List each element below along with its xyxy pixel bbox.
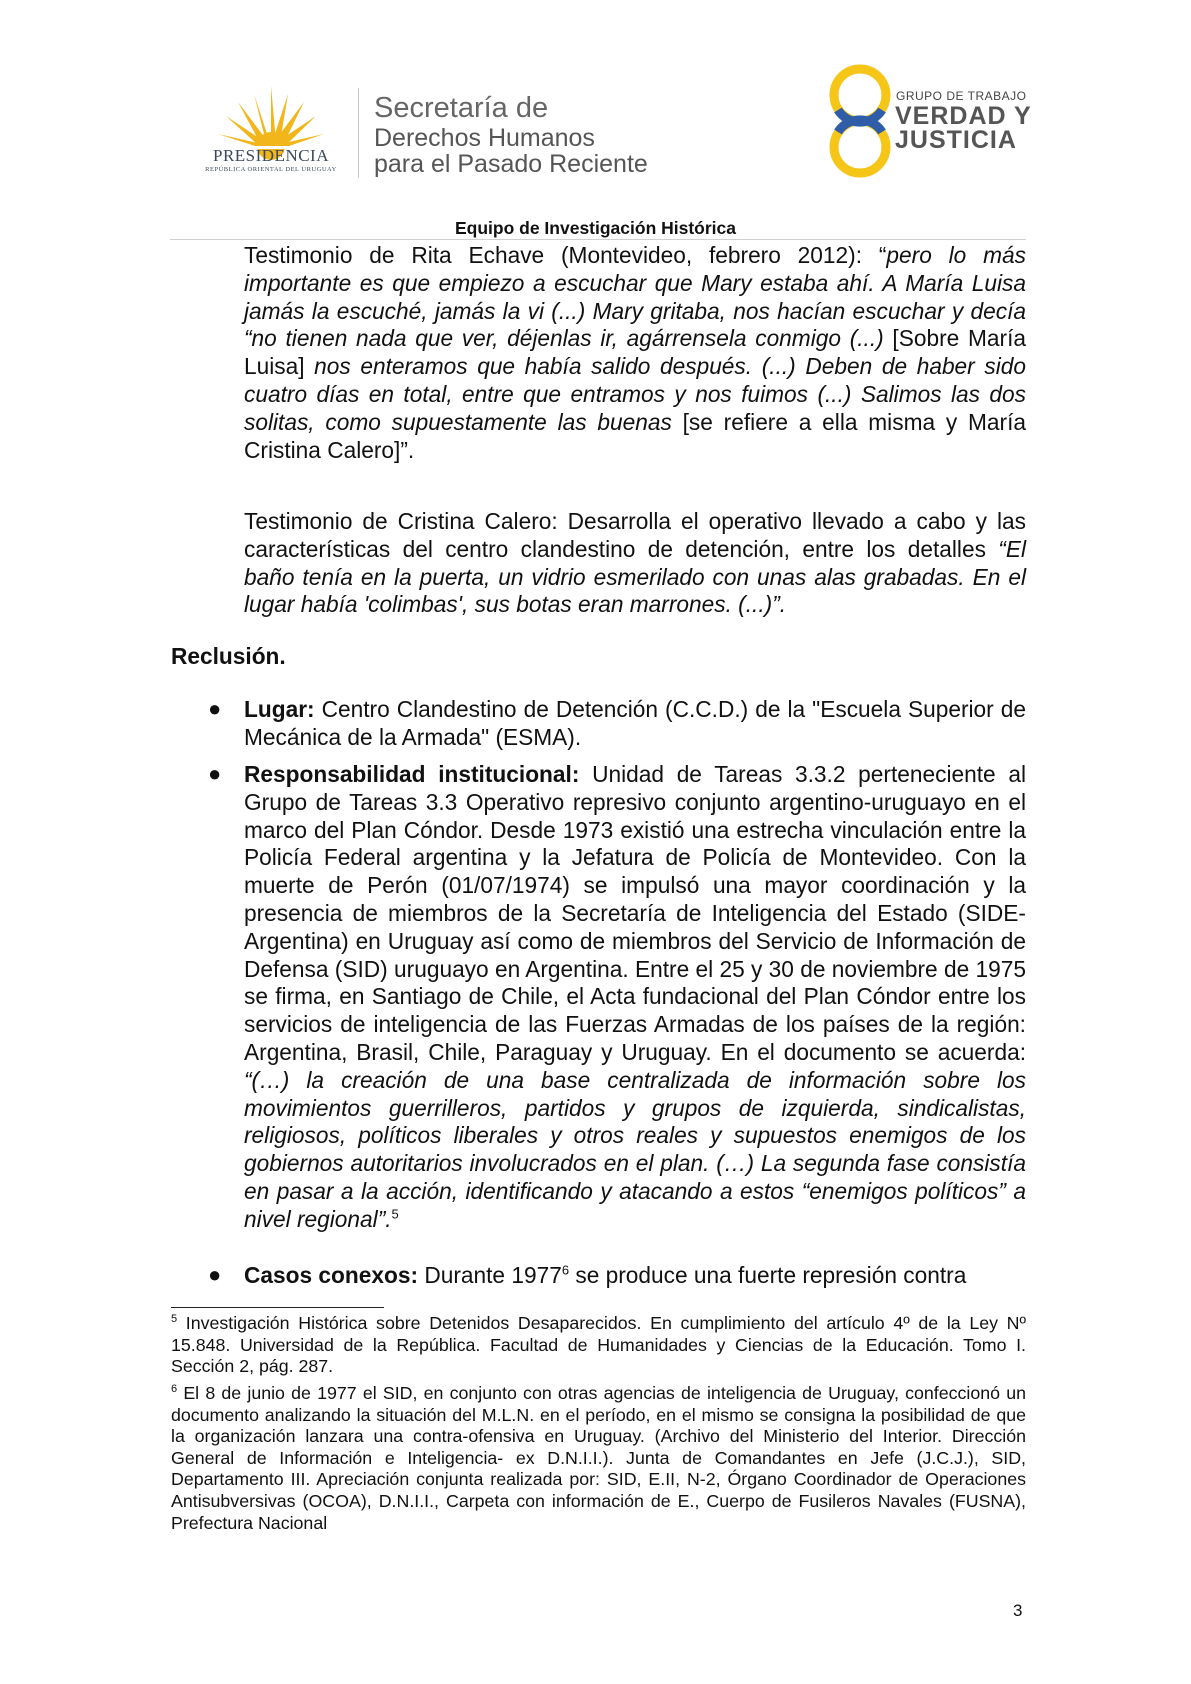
secretaria-line-1: Secretaría de bbox=[374, 92, 549, 124]
gtvj-line-3: JUSTICIA bbox=[895, 126, 1017, 154]
lugar-text: Centro Clandestino de Detención (C.C.D.) de la "Escuela Superior de Mecánica de la Armada" (ESMA). bbox=[244, 696, 1026, 750]
bullet-responsabilidad bbox=[244, 761, 1026, 1234]
presidencia-subtitle: REPÚBLICA ORIENTAL DEL URUGUAY bbox=[205, 166, 337, 173]
header-rule bbox=[170, 239, 1026, 240]
bullet-casos-conexos bbox=[244, 1262, 1026, 1290]
testimonio-cristina-calero bbox=[244, 508, 1026, 619]
testimonio1-quote2: nos enteramos que había salido después. (...) Deben de haber sido cuatro días en total, entre que entramos y nos fuimos (...) Salimos las dos solitas, como supuestamente las buenas bbox=[244, 353, 1026, 435]
resp-label: Responsabilidad institucional: bbox=[244, 761, 580, 787]
testimonio1-closing: [se refiere a ella misma y María Cristina Calero]”. bbox=[244, 408, 1027, 463]
testimonio-rita-echave bbox=[244, 242, 1026, 464]
resp-quote: “(…) la creación de una base centralizada de información sobre los movimientos guerrilleros, partidos y grupos de izquierda, sindicalistas, religiosos, políticos liberales y otros reales y supuestos enemigos de los gobiernos autoritarios involucrados en el plan. (…) La segunda fase consistía en pasar a la acción, identificando y atacando a estos “enemigos políticos” a nivel regional”. bbox=[244, 1066, 1026, 1232]
testimonio1-bracket: [Sobre María Luisa] bbox=[244, 325, 1026, 380]
casos-text-2: se produce una fuerte represión contra bbox=[569, 1262, 967, 1288]
secretaria-line-3: para el Pasado Reciente bbox=[374, 150, 648, 178]
resp-text: Unidad de Tareas 3.3.2 perteneciente al Grupo de Tareas 3.3 Operativo represivo conjunto argentino-uruguayo en el marco del Plan Cóndor. Desde 1973 existió una estrecha vinculación entre la Policía Federal argentina y la Jefatura de Policía de Montevideo. Con la muerte de Perón (01/07/1974) se impulsó una mayor coordinación y la presencia de miembros de la Secretaría de Inteligencia del Estado (SIDE-Argentina) en Uruguay así como de miembros del Servicio de Información de Defensa (SID) uruguayo en Argentina. Entre el 25 y 30 de noviembre de 1975 se firma, en Santiago de Chile, el Acta fundacional del Plan Cóndor entre los servicios de inteligencia de las Fuerzas Armadas de los países de la región: Argentina, Brasil, Chile, Paraguay y Uruguay. En el documento se acuerda: bbox=[244, 761, 1026, 1065]
secretaria-line-2: Derechos Humanos bbox=[374, 124, 595, 152]
lugar-label: Lugar: bbox=[244, 696, 315, 722]
testimonio2-quote: “El baño tenía en la puerta, un vidrio esmerilado con unas alas grabadas. En el lugar había 'colimbas', sus botas eran marrones. (...)”. bbox=[244, 535, 1026, 618]
testimonio1-quote1: pero lo más importante es que empiezo a escuchar que Mary estaba ahí. A María Luisa jamás la escuché, jamás la vi (...) Mary gritaba, nos hacían escuchar y decía “no tienen nada que ver, déjenlas ir, agárrensela conmigo (...) bbox=[244, 242, 1026, 352]
team-title: Equipo de Investigación Histórica bbox=[454, 218, 737, 238]
presidencia-label: PRESIDENCIA bbox=[212, 146, 329, 165]
footnote-separator bbox=[171, 1307, 384, 1308]
gtvj-line-2: VERDAD Y bbox=[895, 102, 1032, 130]
gtvj-line-1: GRUPO DE TRABAJO bbox=[896, 89, 1027, 103]
casos-text-1: Durante 1977 bbox=[418, 1262, 562, 1288]
section-heading-reclusion: Reclusión. bbox=[171, 643, 286, 669]
footnote-ref-5[interactable]: 5 bbox=[391, 1206, 399, 1222]
verdad-justicia-rings-logo-icon bbox=[822, 58, 902, 183]
bullet-lugar bbox=[244, 696, 1026, 752]
footnote-5-text: Investigación Histórica sobre Detenidos Desaparecidos. En cumplimiento del artículo 4º de la Ley Nº 15.848. Universidad de la República. Facultad de Humanidades y Ciencias de la Educación. Tomo I. Sección 2, pág. 287. bbox=[171, 1313, 1026, 1377]
page-number: 3 bbox=[1013, 1601, 1023, 1620]
footnote-5 bbox=[171, 1313, 1026, 1378]
footnote-6-number: 6 bbox=[171, 1383, 178, 1396]
footnote-6 bbox=[171, 1383, 1026, 1534]
bullet-icon: ● bbox=[208, 696, 222, 721]
page-header bbox=[0, 0, 1191, 238]
footnote-ref-6[interactable]: 6 bbox=[561, 1262, 570, 1278]
testimonio2-intro: Testimonio de Cristina Calero: Desarrolla el operativo llevado a cabo y las características del centro clandestino de detención, entre los detalles bbox=[244, 508, 1026, 562]
testimonio1-intro: Testimonio de Rita Echave (Montevideo, febrero 2012): “ bbox=[244, 242, 887, 268]
casos-label: Casos conexos: bbox=[244, 1262, 419, 1288]
footnote-6-text: El 8 de junio de 1977 el SID, en conjunto con otras agencias de inteligencia de Uruguay, confeccionó un documento analizando la situación del M.L.N. en el período, en el mismo se consigna la posibilidad de que la organización lanzara una contra-ofensiva en Uruguay. (Archivo del Ministerio del Interior. Dirección General de Información e Inteligencia- ex D.N.I.I.). Junta de Comandantes en Jefe (J.C.J.), SID, Departamento III. Apreciación conjunta realizada por: SID, E.II, N-2, Órgano Coordinador de Operaciones Antisubversivas (OCOA), D.N.I.I., Carpeta con información de E., Cuerpo de Fusileros Navales (FUSNA), Prefectura Nacional bbox=[171, 1383, 1026, 1533]
bullet-icon: ● bbox=[208, 761, 222, 786]
header-divider bbox=[358, 88, 359, 178]
footnote-5-number: 5 bbox=[171, 1313, 178, 1326]
bullet-icon: ● bbox=[208, 1262, 222, 1287]
